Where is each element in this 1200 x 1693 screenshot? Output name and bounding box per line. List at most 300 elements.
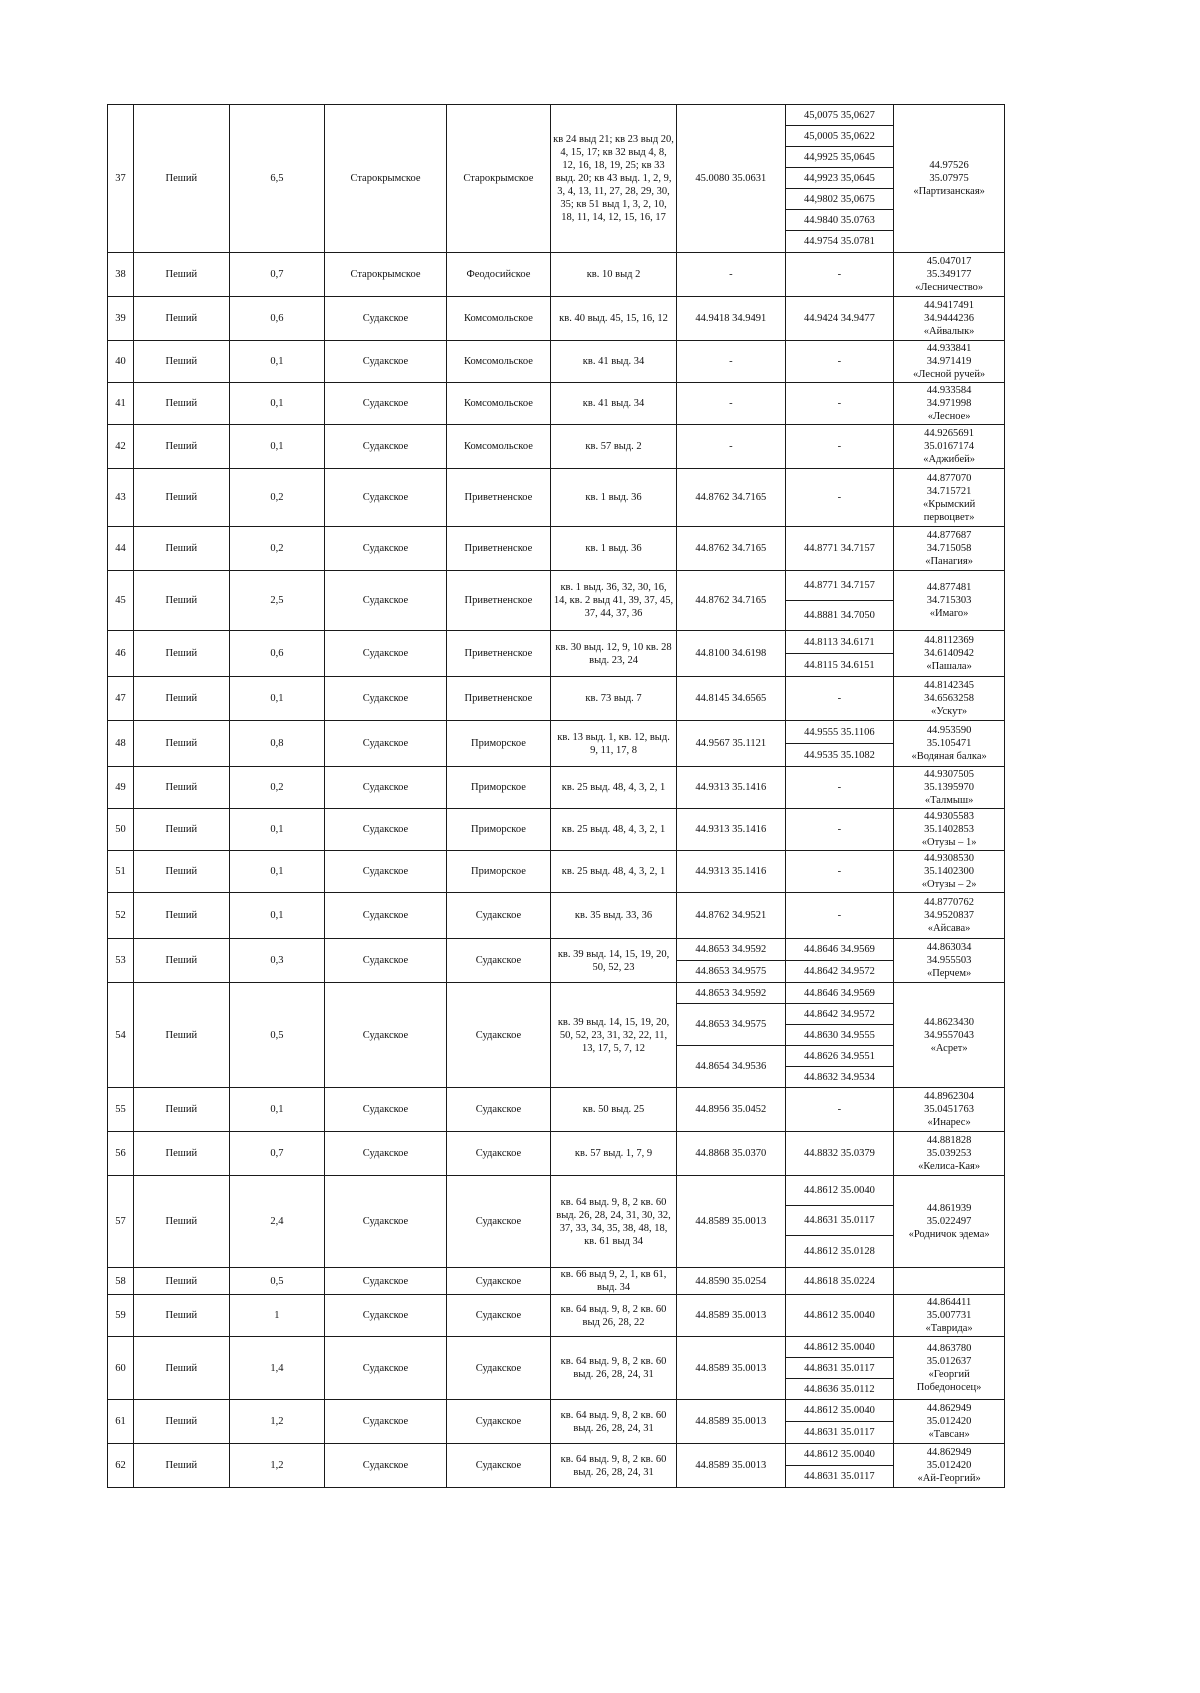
mid-coordinates: 44.8630 34.9555 bbox=[785, 1025, 894, 1046]
start-coordinates: - bbox=[677, 425, 786, 469]
quarters-list: кв. 1 выд. 36 bbox=[551, 469, 677, 527]
row-number: 49 bbox=[108, 767, 134, 809]
table-row bbox=[108, 721, 1005, 744]
end-point-line: 35.012420 bbox=[926, 1416, 972, 1427]
mid-coordinates: 44.8113 34.6171 bbox=[785, 631, 894, 654]
row-number: 53 bbox=[108, 939, 134, 983]
route-length: 2,5 bbox=[229, 571, 325, 631]
quarters-list: кв. 64 выд. 9, 8, 2 кв. 60 выд. 26, 28, 24, 31 bbox=[551, 1400, 677, 1444]
forestry-name: Судакское bbox=[325, 939, 447, 983]
end-point-line: 44.877070 bbox=[926, 472, 972, 484]
start-coordinates: - bbox=[677, 253, 786, 297]
mid-coordinates: 44.9840 35.0763 bbox=[785, 210, 894, 231]
table-row bbox=[108, 631, 1005, 654]
district-name: Комсомольское bbox=[446, 383, 550, 425]
district-name: Судакское bbox=[446, 1088, 550, 1132]
end-point-line: 34.6563258 bbox=[924, 693, 975, 704]
forestry-name: Судакское bbox=[325, 851, 447, 893]
mid-coordinates: 44.8646 34.9569 bbox=[785, 983, 894, 1004]
end-point-line: 44.877687 bbox=[926, 530, 972, 541]
end-point-line: 44.863780 bbox=[926, 1343, 972, 1354]
end-point-line: «Отузы – 2» bbox=[921, 879, 977, 890]
quarters-list: кв. 13 выд. 1, кв. 12, выд. 9, 11, 17, 8 bbox=[551, 721, 677, 767]
row-number: 47 bbox=[108, 677, 134, 721]
mid-coordinates: 44.8642 34.9572 bbox=[785, 961, 894, 983]
route-length: 0,1 bbox=[229, 1088, 325, 1132]
end-point-line: 44.864411 bbox=[926, 1297, 972, 1308]
route-length: 2,4 bbox=[229, 1176, 325, 1268]
mid-coordinates: 44.9424 34.9477 bbox=[785, 297, 894, 341]
mid-coordinates: 44.9535 35.1082 bbox=[785, 744, 894, 767]
quarters-list: кв. 66 выд 9, 2, 1, кв 61, выд. 34 bbox=[551, 1268, 677, 1295]
row-number: 42 bbox=[108, 425, 134, 469]
quarters-list: кв. 25 выд. 48, 4, 3, 2, 1 bbox=[551, 767, 677, 809]
route-length: 0,1 bbox=[229, 893, 325, 939]
mid-coordinates: 44.8612 35.0040 bbox=[785, 1295, 894, 1337]
end-point bbox=[894, 1088, 1005, 1132]
forestry-name: Судакское bbox=[325, 1176, 447, 1268]
table-row bbox=[108, 469, 1005, 527]
end-point-line: 44.877481 bbox=[926, 582, 972, 593]
end-point-line: 34.9557043 bbox=[924, 1029, 975, 1041]
table-row bbox=[108, 1088, 1005, 1132]
quarters-list: кв. 41 выд. 34 bbox=[551, 341, 677, 383]
end-point-line: 44.9308530 bbox=[924, 853, 975, 864]
row-number: 43 bbox=[108, 469, 134, 527]
end-point bbox=[894, 1295, 1005, 1337]
route-type: Пеший bbox=[134, 767, 230, 809]
end-point-line: 35.07975 bbox=[929, 173, 969, 184]
mid-coordinates: 44.9754 35.0781 bbox=[785, 231, 894, 253]
mid-coordinates: 44.8832 35.0379 bbox=[785, 1132, 894, 1176]
end-point bbox=[894, 527, 1005, 571]
mid-coordinates: 44,9923 35,0645 bbox=[785, 168, 894, 189]
table-row bbox=[108, 105, 1005, 126]
table-row bbox=[108, 1268, 1005, 1295]
row-number: 61 bbox=[108, 1400, 134, 1444]
mid-coordinates: 44.8612 35.0040 bbox=[785, 1400, 894, 1422]
end-point-line: 35.1395970 bbox=[924, 782, 975, 793]
start-coordinates: 44.8654 34.9536 bbox=[677, 1046, 786, 1088]
route-type: Пеший bbox=[134, 677, 230, 721]
district-name: Приветненское bbox=[446, 527, 550, 571]
table-row bbox=[108, 939, 1005, 961]
district-name: Комсомольское bbox=[446, 425, 550, 469]
route-length: 0,2 bbox=[229, 469, 325, 527]
route-type: Пеший bbox=[134, 809, 230, 851]
end-point-line: 44.953590 bbox=[926, 725, 972, 736]
route-length: 0,5 bbox=[229, 983, 325, 1088]
quarters-list: кв. 50 выд. 25 bbox=[551, 1088, 677, 1132]
row-number: 60 bbox=[108, 1337, 134, 1400]
row-number: 52 bbox=[108, 893, 134, 939]
quarters-list: кв. 57 выд. 2 bbox=[551, 425, 677, 469]
row-number: 55 bbox=[108, 1088, 134, 1132]
route-type: Пеший bbox=[134, 571, 230, 631]
table-row bbox=[108, 253, 1005, 297]
row-number: 54 bbox=[108, 983, 134, 1088]
quarters-list: кв. 39 выд. 14, 15, 19, 20, 50, 52, 23, 31, 32, 22, 11, 13, 17, 5, 7, 12 bbox=[551, 983, 677, 1088]
row-number: 37 bbox=[108, 105, 134, 253]
end-point bbox=[894, 677, 1005, 721]
end-point bbox=[894, 1132, 1005, 1176]
district-name: Судакское bbox=[446, 1132, 550, 1176]
end-point-line: 34.971998 bbox=[926, 398, 972, 409]
end-point-line: 44.97526 bbox=[929, 160, 969, 171]
row-number: 57 bbox=[108, 1176, 134, 1268]
table-row bbox=[108, 383, 1005, 425]
mid-coordinates: 44.8612 35.0128 bbox=[785, 1236, 894, 1268]
start-coordinates: 44.8590 35.0254 bbox=[677, 1268, 786, 1295]
end-point-line: 34.955503 bbox=[926, 955, 972, 966]
row-number: 39 bbox=[108, 297, 134, 341]
forestry-name: Судакское bbox=[325, 425, 447, 469]
mid-coordinates: 44.9555 35.1106 bbox=[785, 721, 894, 744]
end-point-line: «Лесной ручей» bbox=[913, 369, 986, 380]
end-point-line: «Айвалык» bbox=[923, 326, 975, 337]
end-point bbox=[894, 297, 1005, 341]
route-type: Пеший bbox=[134, 1176, 230, 1268]
quarters-list: кв. 64 выд. 9, 8, 2 кв. 60 выд. 26, 28, 24, 31 bbox=[551, 1337, 677, 1400]
start-coordinates: 44.8589 35.0013 bbox=[677, 1444, 786, 1488]
table-row bbox=[108, 1337, 1005, 1358]
route-type: Пеший bbox=[134, 721, 230, 767]
end-point bbox=[894, 721, 1005, 767]
forestry-name: Судакское bbox=[325, 677, 447, 721]
end-point-line: «Лесное» bbox=[927, 411, 971, 422]
end-point bbox=[894, 1268, 1005, 1295]
row-number: 62 bbox=[108, 1444, 134, 1488]
end-point-line: «Таврида» bbox=[925, 1323, 973, 1334]
route-length: 0,1 bbox=[229, 677, 325, 721]
row-number: 56 bbox=[108, 1132, 134, 1176]
end-point-line: «Келиса-Кая» bbox=[918, 1161, 981, 1172]
end-point-line: 44.9417491 bbox=[924, 300, 975, 311]
district-name: Старокрымское bbox=[446, 105, 550, 253]
row-number: 40 bbox=[108, 341, 134, 383]
quarters-list: кв. 41 выд. 34 bbox=[551, 383, 677, 425]
end-point-line: «Водяная балка» bbox=[911, 751, 987, 762]
end-point-line: «Перчем» bbox=[926, 968, 972, 979]
start-coordinates: 44.8589 35.0013 bbox=[677, 1337, 786, 1400]
route-type: Пеший bbox=[134, 1132, 230, 1176]
mid-coordinates: 44.8646 34.9569 bbox=[785, 939, 894, 961]
end-point bbox=[894, 939, 1005, 983]
end-point-line: 44.8770762 bbox=[924, 897, 975, 908]
mid-coordinates: 44.8612 35.0040 bbox=[785, 1444, 894, 1466]
mid-coordinates: 44.8618 35.0224 bbox=[785, 1268, 894, 1295]
forestry-name: Старокрымское bbox=[325, 253, 447, 297]
end-point-line: 35.0451763 bbox=[924, 1104, 975, 1115]
start-coordinates: 44.8762 34.7165 bbox=[677, 571, 786, 631]
end-point-line: 44.862949 bbox=[926, 1447, 972, 1458]
quarters-list: кв. 40 выд. 45, 15, 16, 12 bbox=[551, 297, 677, 341]
route-type: Пеший bbox=[134, 341, 230, 383]
start-coordinates: 44.9567 35.1121 bbox=[677, 721, 786, 767]
district-name: Судакское bbox=[446, 1444, 550, 1488]
end-point-line: 44.862949 bbox=[926, 1403, 972, 1414]
end-point-line: «Асрет» bbox=[930, 1042, 968, 1054]
district-name: Комсомольское bbox=[446, 341, 550, 383]
row-number: 50 bbox=[108, 809, 134, 851]
mid-coordinates: - bbox=[785, 469, 894, 527]
mid-coordinates: - bbox=[785, 425, 894, 469]
table-row bbox=[108, 1176, 1005, 1206]
table-row bbox=[108, 893, 1005, 939]
start-coordinates: 44.8653 34.9575 bbox=[677, 1004, 786, 1046]
route-type: Пеший bbox=[134, 105, 230, 253]
mid-coordinates: - bbox=[785, 809, 894, 851]
district-name: Приветненское bbox=[446, 631, 550, 677]
end-point-line: 44.933841 bbox=[926, 343, 972, 354]
start-coordinates: 44.8762 34.9521 bbox=[677, 893, 786, 939]
row-number: 58 bbox=[108, 1268, 134, 1295]
mid-coordinates: - bbox=[785, 383, 894, 425]
route-length: 0,1 bbox=[229, 809, 325, 851]
route-type: Пеший bbox=[134, 1295, 230, 1337]
end-point-line: 34.715058 bbox=[926, 543, 972, 554]
table-row bbox=[108, 809, 1005, 851]
mid-coordinates: 44.8631 35.0117 bbox=[785, 1466, 894, 1488]
mid-coordinates: 44.8631 35.0117 bbox=[785, 1206, 894, 1236]
end-point bbox=[894, 809, 1005, 851]
forestry-name: Судакское bbox=[325, 1088, 447, 1132]
end-point-line: 34.715303 bbox=[926, 595, 972, 606]
mid-coordinates: 44.8632 34.9534 bbox=[785, 1067, 894, 1088]
route-type: Пеший bbox=[134, 253, 230, 297]
district-name: Судакское bbox=[446, 1400, 550, 1444]
quarters-list: кв 24 выд 21; кв 23 выд 20, 4, 15, 17; кв 32 выд 4, 8, 12, 16, 18, 19, 25; кв 33 выд. 20; кв 43 выд. 1, 2, 9, 3, 4, 13, 11, 27, 28, 29, 30, 35; кв 51 выд 1, 3, 2, 10, 18, 11, 14, 12, 15, 16, 17 bbox=[551, 105, 677, 253]
quarters-list: кв. 64 выд. 9, 8, 2 кв. 60 выд. 26, 28, 24, 31 bbox=[551, 1444, 677, 1488]
route-length: 0,2 bbox=[229, 527, 325, 571]
table-row bbox=[108, 425, 1005, 469]
forestry-name: Судакское bbox=[325, 983, 447, 1088]
end-point-line: 35.022497 bbox=[926, 1216, 972, 1227]
start-coordinates: - bbox=[677, 341, 786, 383]
end-point-line: «Родничок эдема» bbox=[908, 1229, 990, 1240]
end-point-line: «Партизанская» bbox=[913, 186, 985, 197]
row-number: 41 bbox=[108, 383, 134, 425]
end-point bbox=[894, 571, 1005, 631]
end-point-line: 44.8112369 bbox=[924, 635, 974, 646]
end-point bbox=[894, 341, 1005, 383]
start-coordinates: 44.8762 34.7165 bbox=[677, 469, 786, 527]
route-length: 6,5 bbox=[229, 105, 325, 253]
route-type: Пеший bbox=[134, 939, 230, 983]
mid-coordinates: - bbox=[785, 677, 894, 721]
mid-coordinates: 44,9925 35,0645 bbox=[785, 147, 894, 168]
table-row bbox=[108, 1400, 1005, 1422]
end-point-line: 35.1402300 bbox=[924, 866, 975, 877]
end-point bbox=[894, 983, 1005, 1088]
district-name: Приморское bbox=[446, 809, 550, 851]
quarters-list: кв. 1 выд. 36 bbox=[551, 527, 677, 571]
end-point bbox=[894, 631, 1005, 677]
end-point-line: 35.1402853 bbox=[924, 824, 975, 835]
end-point-line: «Тавсан» bbox=[928, 1429, 970, 1440]
start-coordinates: 44.8589 35.0013 bbox=[677, 1400, 786, 1444]
mid-coordinates: - bbox=[785, 767, 894, 809]
forestry-name: Судакское bbox=[325, 571, 447, 631]
forestry-name: Судакское bbox=[325, 1337, 447, 1400]
route-type: Пеший bbox=[134, 1088, 230, 1132]
table-row bbox=[108, 571, 1005, 601]
end-point-line: «Георгий bbox=[928, 1369, 970, 1380]
end-point-line: «Аджибей» bbox=[923, 454, 975, 465]
end-point bbox=[894, 1444, 1005, 1488]
mid-coordinates: 44.8612 35.0040 bbox=[785, 1337, 894, 1358]
quarters-list: кв. 35 выд. 33, 36 bbox=[551, 893, 677, 939]
end-point-line: 34.9520837 bbox=[924, 910, 975, 921]
end-point bbox=[894, 469, 1005, 527]
mid-coordinates: 44.8881 34.7050 bbox=[785, 601, 894, 631]
end-point-line: 34.6140942 bbox=[924, 648, 975, 659]
mid-coordinates: 44.8771 34.7157 bbox=[785, 571, 894, 601]
mid-coordinates: 44.8626 34.9551 bbox=[785, 1046, 894, 1067]
route-type: Пеший bbox=[134, 983, 230, 1088]
end-point-line: «Ускут» bbox=[931, 706, 968, 717]
route-type: Пеший bbox=[134, 469, 230, 527]
forestry-name: Судакское bbox=[325, 893, 447, 939]
end-point-line: 44.8142345 bbox=[924, 680, 975, 691]
end-point-line: Победоносец» bbox=[916, 1382, 982, 1393]
quarters-list: кв. 57 выд. 1, 7, 9 bbox=[551, 1132, 677, 1176]
end-point-line: 44.8623430 bbox=[924, 1016, 975, 1028]
district-name: Приветненское bbox=[446, 469, 550, 527]
end-point bbox=[894, 105, 1005, 253]
route-type: Пеший bbox=[134, 851, 230, 893]
end-point-line: 44.9305583 bbox=[924, 811, 975, 822]
route-length: 0,5 bbox=[229, 1268, 325, 1295]
route-type: Пеший bbox=[134, 893, 230, 939]
district-name: Судакское bbox=[446, 1295, 550, 1337]
start-coordinates: 44.8868 35.0370 bbox=[677, 1132, 786, 1176]
forestry-name: Судакское bbox=[325, 1268, 447, 1295]
quarters-list: кв. 25 выд. 48, 4, 3, 2, 1 bbox=[551, 809, 677, 851]
end-point-line: «Пашала» bbox=[926, 661, 972, 672]
route-type: Пеший bbox=[134, 383, 230, 425]
mid-coordinates: 44,9802 35,0675 bbox=[785, 189, 894, 210]
quarters-list: кв. 1 выд. 36, 32, 30, 16, 14, кв. 2 выд 41, 39, 37, 45, 37, 44, 37, 36 bbox=[551, 571, 677, 631]
row-number: 44 bbox=[108, 527, 134, 571]
mid-coordinates: - bbox=[785, 253, 894, 297]
end-point-line: 44.933584 bbox=[926, 385, 972, 396]
end-point-line: «Имаго» bbox=[929, 608, 969, 619]
table-row bbox=[108, 341, 1005, 383]
mid-coordinates: - bbox=[785, 851, 894, 893]
start-coordinates: - bbox=[677, 383, 786, 425]
start-coordinates: 44.8145 34.6565 bbox=[677, 677, 786, 721]
mid-coordinates: 44.8631 35.0117 bbox=[785, 1358, 894, 1379]
end-point-line: «Крымский bbox=[923, 498, 976, 510]
row-number: 46 bbox=[108, 631, 134, 677]
route-length: 1,4 bbox=[229, 1337, 325, 1400]
end-point-line: 44.9265691 bbox=[924, 428, 975, 439]
district-name: Приветненское bbox=[446, 677, 550, 721]
start-coordinates: 44.8100 34.6198 bbox=[677, 631, 786, 677]
end-point-line: «Отузы – 1» bbox=[921, 837, 977, 848]
end-point-line: 44.861939 bbox=[926, 1203, 972, 1214]
table-row bbox=[108, 851, 1005, 893]
end-point-line: 35.012637 bbox=[926, 1356, 972, 1367]
end-point-line: 35.0167174 bbox=[924, 441, 975, 452]
route-length: 0,1 bbox=[229, 383, 325, 425]
mid-coordinates: - bbox=[785, 1088, 894, 1132]
start-coordinates: 44.9313 35.1416 bbox=[677, 851, 786, 893]
forestry-name: Судакское bbox=[325, 1132, 447, 1176]
district-name: Судакское bbox=[446, 1268, 550, 1295]
mid-coordinates: 44.8771 34.7157 bbox=[785, 527, 894, 571]
end-point-line: 44.881828 bbox=[926, 1135, 972, 1146]
route-length: 0,8 bbox=[229, 721, 325, 767]
district-name: Приморское bbox=[446, 851, 550, 893]
start-coordinates: 45.0080 35.0631 bbox=[677, 105, 786, 253]
end-point-line: «Талмыш» bbox=[924, 795, 974, 806]
forestry-name: Судакское bbox=[325, 1400, 447, 1444]
end-point bbox=[894, 383, 1005, 425]
end-point bbox=[894, 425, 1005, 469]
table-row bbox=[108, 297, 1005, 341]
row-number: 45 bbox=[108, 571, 134, 631]
table-row bbox=[108, 1132, 1005, 1176]
district-name: Приморское bbox=[446, 767, 550, 809]
table-row bbox=[108, 767, 1005, 809]
mid-coordinates: - bbox=[785, 893, 894, 939]
forestry-name: Судакское bbox=[325, 297, 447, 341]
end-point-line: 45.047017 bbox=[926, 256, 972, 267]
forestry-name: Судакское bbox=[325, 631, 447, 677]
end-point-line: 34.971419 bbox=[926, 356, 972, 367]
quarters-list: кв. 10 выд 2 bbox=[551, 253, 677, 297]
end-point-line: «Айсава» bbox=[927, 923, 971, 934]
forestry-name: Судакское bbox=[325, 469, 447, 527]
end-point-line: 34.9444236 bbox=[924, 313, 975, 324]
forestry-name: Судакское bbox=[325, 721, 447, 767]
row-number: 51 bbox=[108, 851, 134, 893]
table-row bbox=[108, 677, 1005, 721]
route-type: Пеший bbox=[134, 1444, 230, 1488]
forestry-name: Судакское bbox=[325, 527, 447, 571]
district-name: Судакское bbox=[446, 1176, 550, 1268]
forestry-name: Старокрымское bbox=[325, 105, 447, 253]
district-name: Приветненское bbox=[446, 571, 550, 631]
end-point-line: 44.9307505 bbox=[924, 769, 975, 780]
district-name: Судакское bbox=[446, 893, 550, 939]
district-name: Комсомольское bbox=[446, 297, 550, 341]
end-point bbox=[894, 1400, 1005, 1444]
end-point-line: 35.007731 bbox=[926, 1310, 972, 1321]
district-name: Феодосийское bbox=[446, 253, 550, 297]
start-coordinates: 44.8762 34.7165 bbox=[677, 527, 786, 571]
quarters-list: кв. 64 выд. 9, 8, 2 кв. 60 выд. 26, 28, 24, 31, 30, 32, 37, 33, 34, 35, 38, 48, 18, кв. 61 выд 34 bbox=[551, 1176, 677, 1268]
forestry-name: Судакское bbox=[325, 767, 447, 809]
end-point-line: «Инарес» bbox=[927, 1117, 971, 1128]
end-point-line: «Ай-Георгий» bbox=[917, 1473, 981, 1484]
route-length: 1,2 bbox=[229, 1400, 325, 1444]
mid-coordinates: - bbox=[785, 341, 894, 383]
forestry-name: Судакское bbox=[325, 1295, 447, 1337]
route-type: Пеший bbox=[134, 1337, 230, 1400]
route-length: 0,6 bbox=[229, 297, 325, 341]
end-point bbox=[894, 253, 1005, 297]
route-length: 1,2 bbox=[229, 1444, 325, 1488]
table-row bbox=[108, 1444, 1005, 1466]
routes-table bbox=[107, 104, 1005, 1488]
start-coordinates: 44.8589 35.0013 bbox=[677, 1295, 786, 1337]
mid-coordinates: 44.8636 35.0112 bbox=[785, 1379, 894, 1400]
mid-coordinates: 45,0075 35,0627 bbox=[785, 105, 894, 126]
forestry-name: Судакское bbox=[325, 341, 447, 383]
